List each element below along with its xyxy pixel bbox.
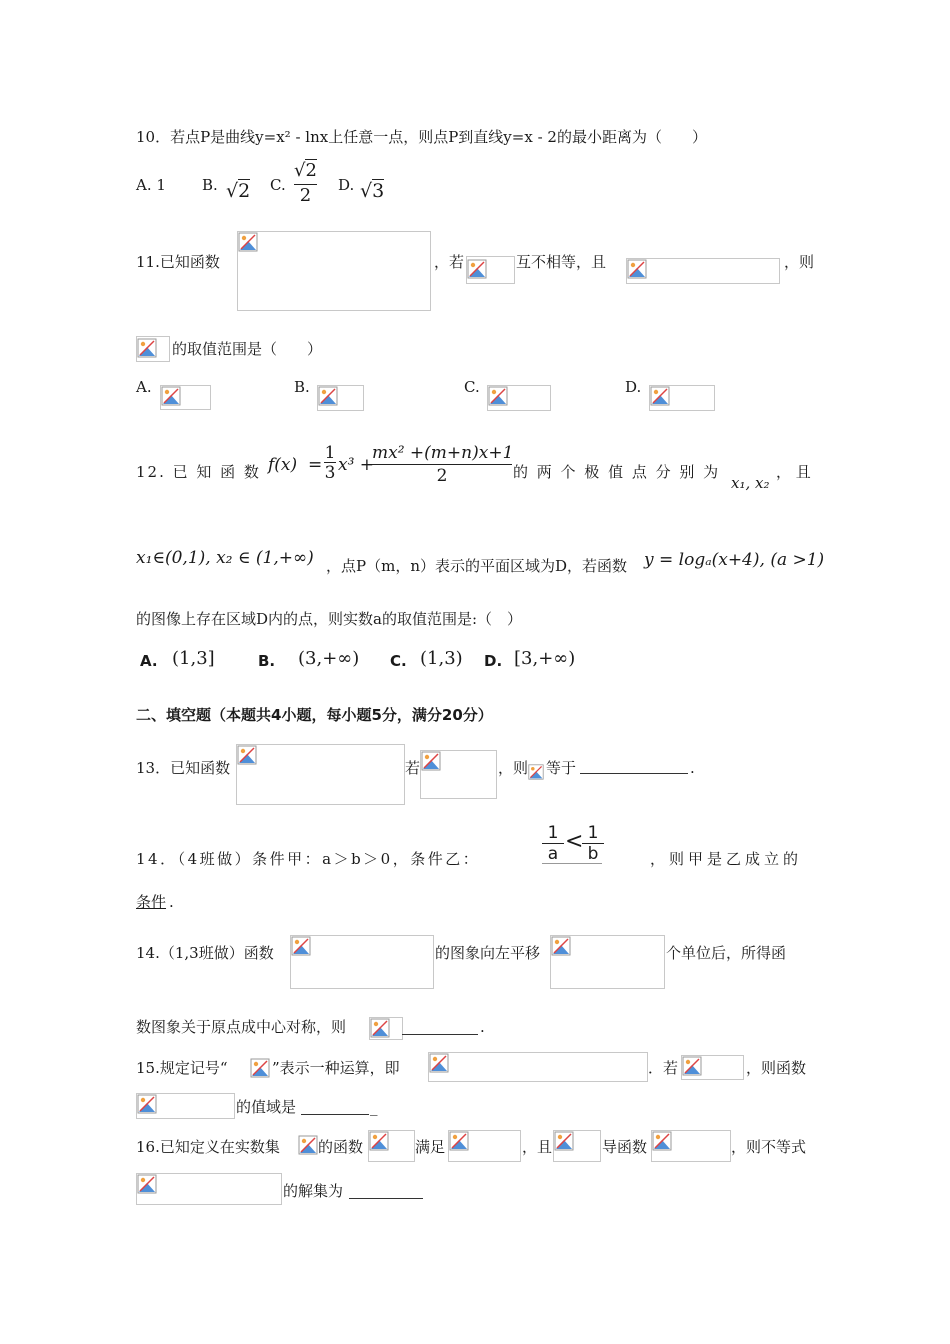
broken-image-icon bbox=[298, 1135, 318, 1155]
q14a-dot: . bbox=[169, 893, 174, 911]
q12-option-c: (1,3) bbox=[420, 648, 463, 669]
q16-mz: 满足 bbox=[415, 1138, 446, 1156]
q16-fn: 的函数 bbox=[318, 1138, 364, 1156]
broken-image-icon bbox=[429, 1053, 449, 1073]
q14a-frac-right-num: 1 bbox=[582, 823, 604, 844]
q13-deng: 等于 bbox=[546, 759, 577, 777]
q12-fx: f(x) bbox=[268, 455, 298, 475]
q14a-tail: ，则甲是乙成立的 bbox=[650, 850, 803, 868]
q15-mid: ”表示一种运算，即 bbox=[272, 1059, 400, 1077]
q10-d-value: 3 bbox=[372, 180, 385, 202]
q14a-ineq-underline bbox=[542, 863, 602, 864]
q10-option-b-label: B. bbox=[202, 176, 218, 194]
broken-image-icon bbox=[551, 936, 571, 956]
q14a-frac-right-den: b bbox=[587, 844, 599, 864]
q13-end: . bbox=[690, 759, 695, 777]
q12-qie: ， 且 bbox=[776, 463, 811, 481]
q12-option-d: [3,+∞) bbox=[514, 648, 576, 669]
q11-mid: 互不相等，且 bbox=[516, 253, 607, 271]
q10-option-a: A. 1 bbox=[136, 176, 166, 194]
q10-option-b-sqrt: √2 bbox=[226, 180, 251, 202]
q15-end: _ bbox=[370, 1098, 378, 1116]
broken-image-icon bbox=[554, 1131, 574, 1151]
q12-option-b: (3,+∞) bbox=[298, 648, 360, 669]
q15-ruo: ．若 bbox=[648, 1059, 679, 1077]
q14b-num: 14.（1,3班做）函数 bbox=[136, 944, 274, 962]
q12-frac2-den: 2 bbox=[436, 466, 448, 486]
q14b-end: . bbox=[480, 1018, 485, 1036]
q13-num: 13．已知函数 bbox=[136, 759, 231, 777]
broken-image-icon bbox=[237, 745, 257, 765]
q12-num: 12. 已 知 函 数 bbox=[136, 463, 261, 481]
q12-option-a-label: A. bbox=[140, 652, 158, 670]
q13-answer-blank[interactable] bbox=[580, 756, 688, 774]
broken-image-icon bbox=[369, 1131, 389, 1151]
q14b-mid: 的图象向左平移 bbox=[435, 944, 541, 962]
q12-option-b-label: B. bbox=[258, 652, 276, 670]
q14a-frac-left-num: 1 bbox=[542, 823, 564, 844]
q12-frac2 bbox=[372, 442, 512, 487]
broken-image-icon bbox=[421, 751, 441, 771]
q12-equals: = bbox=[308, 455, 323, 475]
q12-frac1 bbox=[324, 444, 336, 483]
q10-stem: 10．若点P是曲线y=x² - lnx上任意一点，则点P到直线y=x - 2的最小距离为（ ） bbox=[136, 128, 707, 146]
q11-option-c-label: C. bbox=[464, 378, 480, 396]
q14a-lt: < bbox=[565, 829, 584, 854]
q12-frac1-num: 1 bbox=[324, 443, 336, 463]
q11-option-d-label: D. bbox=[625, 378, 642, 396]
broken-image-icon bbox=[627, 259, 647, 279]
q12-line3: 的图像上存在区域D内的点，则实数a的取值范围是:（ ） bbox=[136, 610, 523, 628]
q12-after: 的 两 个 极 值 点 分 别 为 bbox=[513, 463, 721, 481]
q15-answer-blank[interactable] bbox=[301, 1097, 369, 1115]
q12-func: y = logₐ(x+4), (a >1) bbox=[644, 550, 825, 570]
q14a-frac-left-den: a bbox=[547, 844, 559, 864]
broken-image-icon bbox=[650, 386, 670, 406]
q14a-line2: 条件 bbox=[136, 893, 167, 911]
broken-image-icon bbox=[652, 1131, 672, 1151]
q10-option-c-label: C. bbox=[270, 176, 286, 194]
section-2-heading: 二、填空题（本题共4小题，每小题5分，满分20分） bbox=[136, 706, 493, 724]
q15-tail: ，则函数 bbox=[746, 1059, 807, 1077]
q16-tail: ，则不等式 bbox=[731, 1138, 807, 1156]
q10-option-d-label: D. bbox=[338, 176, 355, 194]
q14b-answer-blank[interactable] bbox=[402, 1017, 478, 1035]
q14a-frac-right bbox=[582, 823, 604, 864]
q10-c-num: 2 bbox=[305, 160, 317, 181]
q14b-image-function bbox=[290, 935, 434, 989]
q12-frac1-den: 3 bbox=[324, 463, 336, 483]
q12-option-a: (1,3] bbox=[172, 648, 215, 669]
q11-option-a-label: A. bbox=[136, 378, 152, 396]
q12-frac2-num: mx² +(m+n)x+1 bbox=[372, 443, 514, 463]
broken-image-icon bbox=[250, 1058, 270, 1078]
q16-num: 16.已知定义在实数集 bbox=[136, 1138, 280, 1156]
q11-num: 11.已知函数 bbox=[136, 253, 220, 271]
broken-image-icon bbox=[449, 1131, 469, 1151]
q14b-tail: 个单位后，所得函 bbox=[666, 944, 787, 962]
broken-image-icon bbox=[488, 386, 508, 406]
broken-image-icon bbox=[528, 764, 544, 780]
broken-image-icon bbox=[137, 338, 157, 358]
q10-c-den: 2 bbox=[299, 185, 312, 206]
q16-dfn: 导函数 bbox=[602, 1138, 648, 1156]
q16-qie: ，且 bbox=[522, 1138, 553, 1156]
q14a-frac-left bbox=[542, 823, 564, 864]
q16-answer-blank[interactable] bbox=[349, 1181, 423, 1199]
broken-image-icon bbox=[137, 1094, 157, 1114]
q12-xs: x₁, x₂ bbox=[731, 474, 770, 492]
broken-image-icon bbox=[467, 259, 487, 279]
q15-line2: 的值域是 bbox=[236, 1098, 297, 1116]
broken-image-icon bbox=[682, 1056, 702, 1076]
q14a-stem: 14．（4班做）条件甲：a＞b＞0，条件乙： bbox=[136, 850, 481, 868]
q12-option-d-label: D. bbox=[484, 652, 503, 670]
q10-option-c-frac: √2 2 bbox=[294, 160, 317, 206]
broken-image-icon bbox=[238, 232, 258, 252]
q14b-line2: 数图象关于原点成中心对称，则 bbox=[136, 1018, 347, 1036]
q13-image-function bbox=[236, 744, 405, 805]
q10-b-value: 2 bbox=[238, 180, 251, 202]
broken-image-icon bbox=[318, 386, 338, 406]
q10-option-d-sqrt: √3 bbox=[360, 180, 385, 202]
q15-image-definition bbox=[428, 1052, 648, 1082]
q13-ze: ，则 bbox=[498, 759, 529, 777]
broken-image-icon bbox=[161, 386, 181, 406]
q15-num: 15.规定记号“ bbox=[136, 1059, 228, 1077]
q12-cond: x₁∈(0,1), x₂ ∈ (1,+∞) bbox=[136, 548, 314, 568]
q11-image-equality bbox=[626, 258, 780, 284]
q11-ruo: ，若 bbox=[434, 253, 465, 271]
q16-image-inequality bbox=[136, 1173, 282, 1205]
q11-option-b-label: B. bbox=[294, 378, 310, 396]
broken-image-icon bbox=[137, 1174, 157, 1194]
q12-mid: ，点P（m，n）表示的平面区域为D，若函数 bbox=[326, 557, 628, 575]
broken-image-icon bbox=[370, 1018, 390, 1038]
q11-line2: 的取值范围是（ ） bbox=[172, 340, 323, 358]
q13-ruo: 若 bbox=[405, 759, 421, 777]
broken-image-icon bbox=[291, 936, 311, 956]
q11-image-function bbox=[237, 231, 431, 311]
q12-option-c-label: C. bbox=[390, 652, 407, 670]
q11-ze: ，则 bbox=[784, 253, 815, 271]
q12-x3: x³ + bbox=[338, 455, 375, 475]
q16-line2: 的解集为 bbox=[283, 1182, 344, 1200]
